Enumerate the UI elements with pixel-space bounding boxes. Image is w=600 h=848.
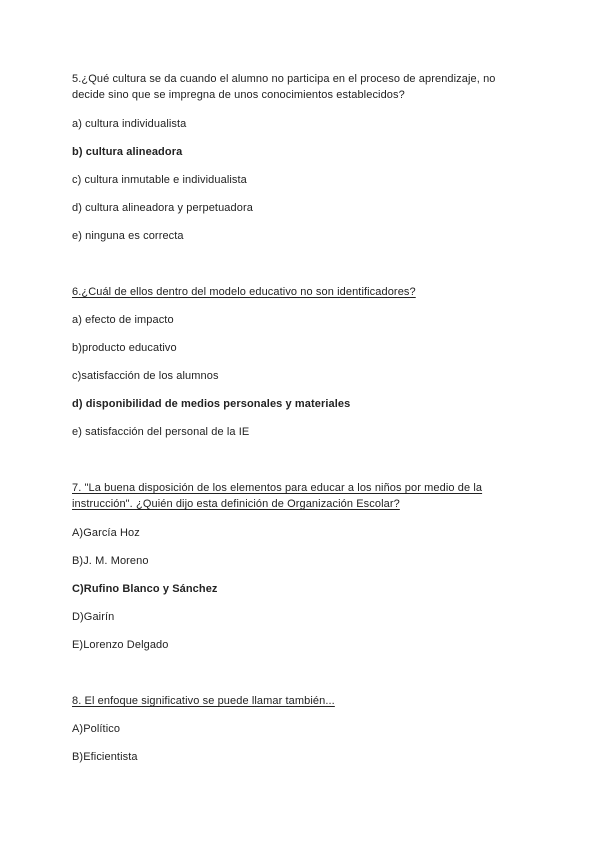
question-6-option-e: e) satisfacción del personal de la IE (72, 426, 250, 438)
question-5-prompt-line-1: 5.¿Qué cultura se da cuando el alumno no participa en el proceso de aprendizaje, no (72, 73, 496, 85)
question-6-option-d-correct: d) disponibilidad de medios personales y materiales (72, 398, 351, 410)
question-6-option-a: a) efecto de impacto (72, 314, 174, 326)
question-5-option-e: e) ninguna es correcta (72, 230, 184, 242)
question-6-prompt-line-1: 6.¿Cuál de ellos dentro del modelo educativo no son identificadores? (72, 286, 416, 298)
question-8-prompt-line-1: 8. El enfoque significativo se puede llamar también... (72, 695, 335, 707)
question-6-option-c: c)satisfacción de los alumnos (72, 370, 219, 382)
question-8-option-a: A)Político (72, 723, 121, 735)
question-7-option-e: E)Lorenzo Delgado (72, 639, 169, 651)
question-7-prompt-line-1: 7. "La buena disposición de los elementos para educar a los niños por medio de la (72, 482, 483, 494)
question-8-option-b: B)Eficientista (72, 751, 138, 763)
question-5-prompt-line-2: decide sino que se impregna de unos conocimientos establecidos? (72, 89, 405, 101)
question-5-option-c: c) cultura inmutable e individualista (72, 174, 247, 186)
question-7-option-c-correct: C)Rufino Blanco y Sánchez (72, 583, 218, 595)
question-5-option-d: d) cultura alineadora y perpetuadora (72, 202, 253, 214)
question-6-option-b: b)producto educativo (72, 342, 177, 354)
question-5-option-b-correct: b) cultura alineadora (72, 146, 183, 158)
question-7-prompt-line-2: instrucción". ¿Quién dijo esta definición de Organización Escolar? (72, 498, 400, 510)
question-7-option-b: B)J. M. Moreno (72, 555, 149, 567)
question-5-option-a: a) cultura individualista (72, 118, 187, 130)
question-7-option-d: D)Gairín (72, 611, 115, 623)
question-7-option-a: A)García Hoz (72, 527, 140, 539)
